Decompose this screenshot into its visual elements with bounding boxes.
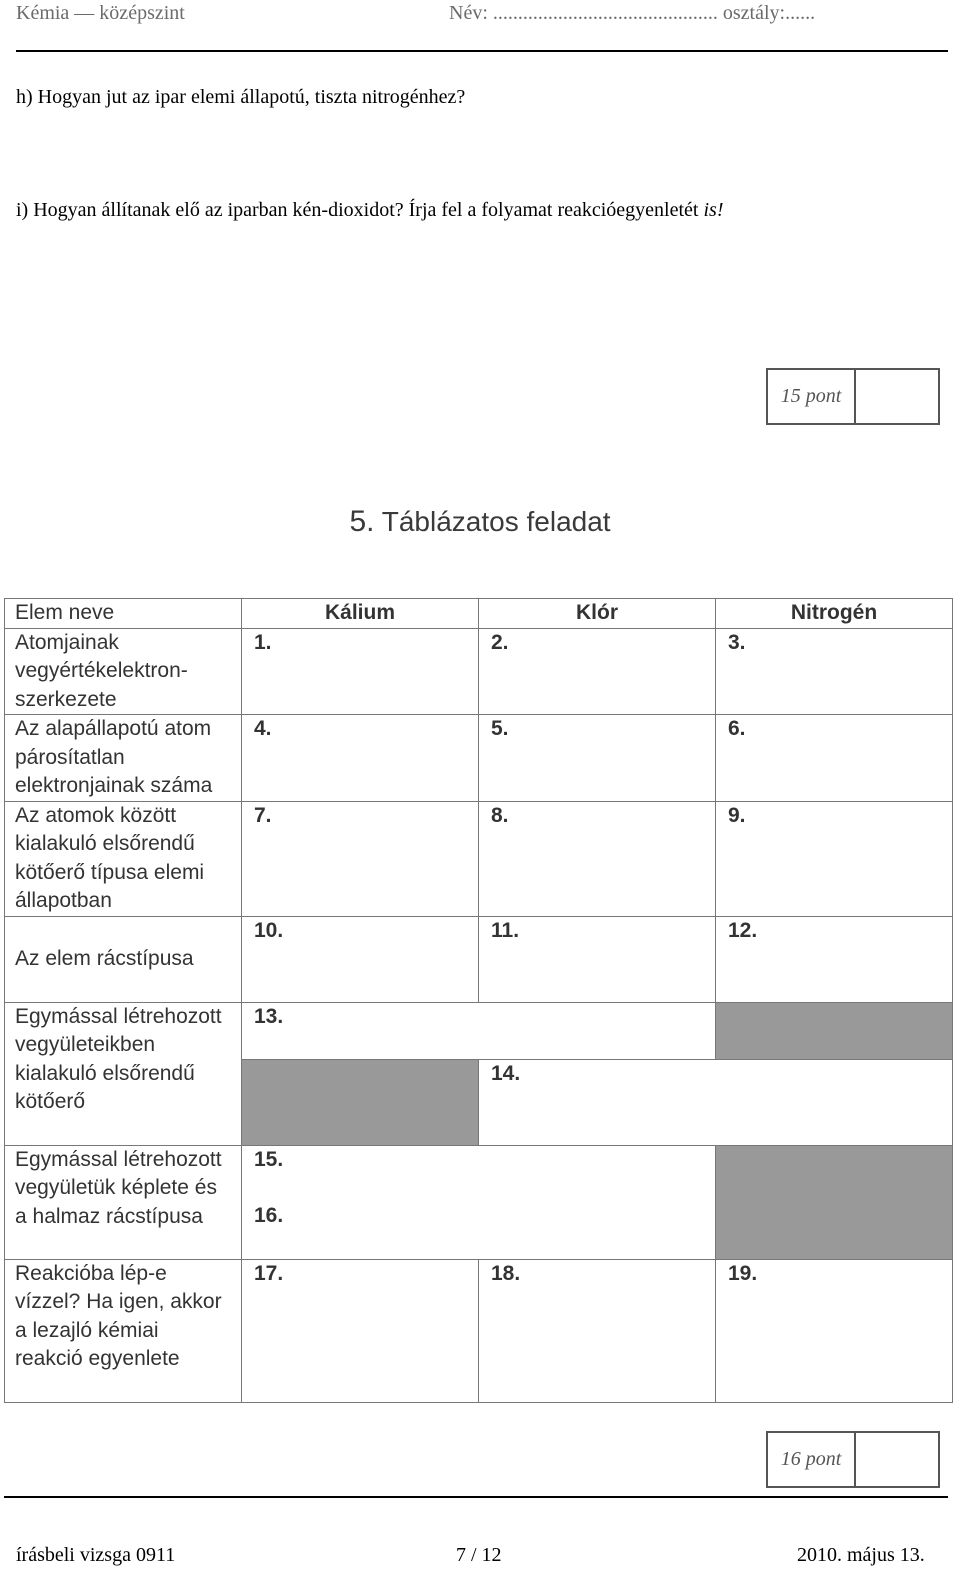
answer-cell-13[interactable]: 13. bbox=[242, 1002, 716, 1059]
table-row bbox=[5, 1145, 953, 1202]
table-row bbox=[5, 1259, 953, 1402]
row-label: Reakcióba lép-e vízzel? Ha igen, akkor a lezajló kémiai reakció egyenlete bbox=[5, 1259, 242, 1402]
answer-cell-8[interactable]: 8. bbox=[479, 801, 716, 916]
row-label: Egymással létrehozott vegyületük képlete és a halmaz rácstípusa bbox=[5, 1145, 242, 1259]
shaded-cell bbox=[716, 1145, 953, 1259]
answer-cell-12[interactable]: 12. bbox=[716, 916, 953, 1002]
score-box-16 bbox=[766, 1431, 940, 1488]
footer-page-number: 7 / 12 bbox=[456, 1544, 502, 1566]
header-divider bbox=[16, 50, 948, 52]
task-title-text: Táblázatos feladat bbox=[381, 506, 611, 537]
answer-cell-18[interactable]: 18. bbox=[479, 1259, 716, 1402]
header-subject: Kémia — középszint bbox=[16, 2, 185, 24]
answer-cell-14[interactable]: 14. bbox=[479, 1059, 953, 1145]
header-kalium: Kálium bbox=[242, 599, 479, 629]
answer-cell-3[interactable]: 3. bbox=[716, 628, 953, 715]
task-number: 5. bbox=[349, 505, 375, 538]
table-row bbox=[5, 628, 953, 715]
task-title bbox=[0, 505, 960, 539]
table-row bbox=[5, 801, 953, 916]
row-label: Az atomok között kialakuló elsőrendű kötőerő típusa elemi állapotban bbox=[5, 801, 242, 916]
answer-cell-7[interactable]: 7. bbox=[242, 801, 479, 916]
answer-cell-5[interactable]: 5. bbox=[479, 715, 716, 802]
table-row bbox=[5, 715, 953, 802]
answer-cell-2[interactable]: 2. bbox=[479, 628, 716, 715]
table-row bbox=[5, 1002, 953, 1059]
header-nitrogen: Nitrogén bbox=[716, 599, 953, 629]
question-i-text: i) Hogyan állítanak elő az iparban kén-dioxidot? Írja fel a folyamat reakcióegyenletét bbox=[16, 199, 704, 221]
row-label: Egymással létrehozott vegyületeikben kialakuló elsőrendű kötőerő bbox=[5, 1002, 242, 1145]
table-header-row bbox=[5, 599, 953, 629]
answer-cell-4[interactable]: 4. bbox=[242, 715, 479, 802]
header-klor: Klór bbox=[479, 599, 716, 629]
answer-cell-11[interactable]: 11. bbox=[479, 916, 716, 1002]
score-box-value[interactable] bbox=[856, 370, 938, 423]
header-element-name: Elem neve bbox=[5, 599, 242, 629]
answer-cell-17[interactable]: 17. bbox=[242, 1259, 479, 1402]
row-label: Az alapállapotú atom párosítatlan elektronjainak száma bbox=[5, 715, 242, 802]
answer-cell-1[interactable]: 1. bbox=[242, 628, 479, 715]
row-label: Az elem rácstípusa bbox=[5, 916, 242, 1002]
answer-cell-10[interactable]: 10. bbox=[242, 916, 479, 1002]
header-name-class-fields: Név: ............................................. osztály:...... bbox=[449, 2, 816, 24]
shaded-cell bbox=[242, 1059, 479, 1145]
element-table bbox=[4, 598, 953, 1403]
answer-cell-6[interactable]: 6. bbox=[716, 715, 953, 802]
score-box-value[interactable] bbox=[856, 1433, 938, 1486]
shaded-cell bbox=[716, 1002, 953, 1059]
question-i-italic: is! bbox=[703, 199, 724, 221]
score-box-15 bbox=[766, 368, 940, 425]
answer-cell-19[interactable]: 19. bbox=[716, 1259, 953, 1402]
question-i bbox=[16, 199, 723, 222]
table-row bbox=[5, 916, 953, 1002]
row-label: Atomjainak vegyértékelektron-szerkezete bbox=[5, 628, 242, 715]
score-box-label: 15 pont bbox=[768, 370, 856, 423]
answer-cell-16[interactable]: 16. bbox=[242, 1202, 716, 1259]
question-h: h) Hogyan jut az ipar elemi állapotú, tiszta nitrogénhez? bbox=[16, 86, 466, 108]
footer-date: 2010. május 13. bbox=[797, 1544, 925, 1566]
answer-cell-15[interactable]: 15. bbox=[242, 1145, 716, 1202]
score-box-label: 16 pont bbox=[768, 1433, 856, 1486]
footer-exam-code: írásbeli vizsga 0911 bbox=[16, 1544, 176, 1566]
footer-divider bbox=[4, 1496, 948, 1498]
answer-cell-9[interactable]: 9. bbox=[716, 801, 953, 916]
